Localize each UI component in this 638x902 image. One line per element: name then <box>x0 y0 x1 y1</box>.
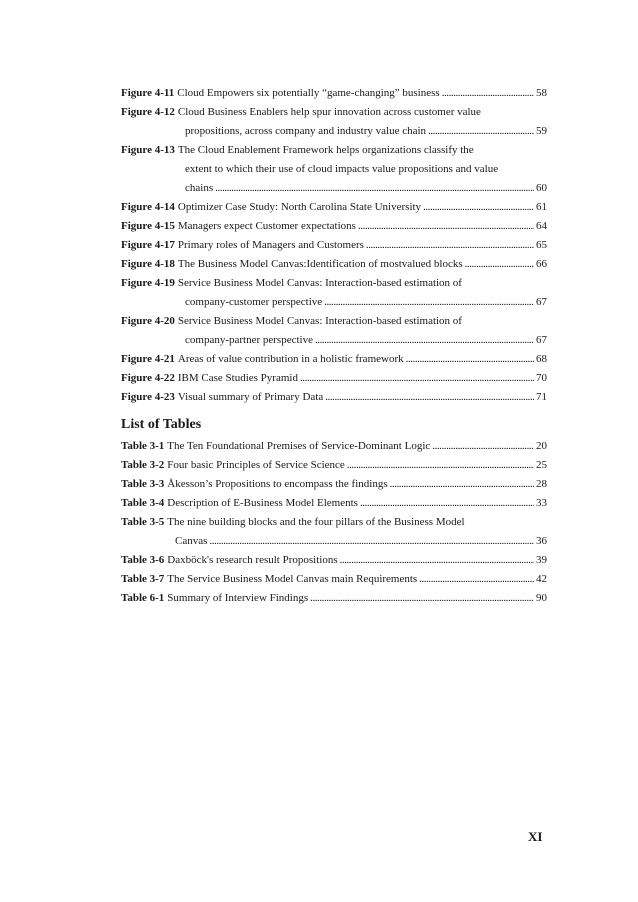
dot-leader <box>310 589 534 608</box>
entry-label: Table 3-7 <box>121 573 165 585</box>
entry-page-number: 20 <box>536 440 547 452</box>
figure-entry[interactable] <box>121 388 547 407</box>
entry-title: Åkesson’s Propositions to encompass the findings <box>167 478 388 490</box>
dot-leader <box>428 122 534 141</box>
table-entry[interactable] <box>121 475 547 494</box>
entry-page-number: 60 <box>536 182 547 194</box>
figure-entry[interactable] <box>121 236 547 255</box>
entry-label: Table 3-6 <box>121 554 165 566</box>
entry-title: Managers expect Customer expectations <box>177 220 356 232</box>
entry-title: The nine building blocks and the four pillars of the Business Model <box>167 516 465 528</box>
entry-page-number: 68 <box>536 353 547 365</box>
entry-label: Figure 4-11 <box>121 87 175 99</box>
entry-label: Table 3-5 <box>121 516 165 528</box>
entry-page-number: 28 <box>536 478 547 490</box>
entry-page-number: 25 <box>536 459 547 471</box>
dot-leader <box>209 532 534 551</box>
entry-title: extent to which their use of cloud impacts value propositions and value <box>185 163 499 175</box>
entry-page-number: 36 <box>536 535 547 547</box>
entry-label: Figure 4-12 <box>121 106 175 118</box>
entry-page-number: 39 <box>536 554 547 566</box>
table-entry[interactable] <box>121 513 547 551</box>
entry-title: The Ten Foundational Premises of Service-Dominant Logic <box>167 440 431 452</box>
table-entry[interactable] <box>121 437 547 456</box>
entry-title: Optimizer Case Study: North Carolina State University <box>177 201 422 213</box>
table-entry[interactable] <box>121 570 547 589</box>
entry-page-number: 33 <box>536 497 547 509</box>
figure-entry[interactable] <box>121 103 547 141</box>
toc-page <box>121 84 547 608</box>
dot-leader <box>325 388 534 407</box>
entry-title: Areas of value contribution in a holistic framework <box>177 353 404 365</box>
dot-leader <box>465 255 534 274</box>
figure-entry[interactable] <box>121 350 547 369</box>
dot-leader <box>300 369 534 388</box>
entry-label: Figure 4-22 <box>121 372 175 384</box>
entry-title: The Service Business Model Canvas main Requirements <box>167 573 418 585</box>
entry-page-number: 90 <box>536 592 547 604</box>
figure-entry[interactable] <box>121 141 547 198</box>
entry-title: chains <box>185 182 214 194</box>
entry-title: Service Business Model Canvas: Interaction-based estimation of <box>177 277 462 289</box>
entry-label: Figure 4-13 <box>121 144 175 156</box>
page-number: XI <box>528 829 543 844</box>
entry-page-number: 64 <box>536 220 547 232</box>
entry-title: Service Business Model Canvas: Interaction-based estimation of <box>177 315 462 327</box>
entry-title: Description of E-Business Model Elements <box>167 497 358 509</box>
dot-leader <box>423 198 534 217</box>
entry-page-number: 71 <box>536 391 547 403</box>
list-of-tables-heading: List of Tables <box>121 417 202 432</box>
dot-leader <box>360 494 534 513</box>
figure-entry[interactable] <box>121 369 547 388</box>
dot-leader <box>358 217 534 236</box>
table-entry[interactable] <box>121 589 547 608</box>
dot-leader <box>432 437 534 456</box>
entry-page-number: 67 <box>536 296 547 308</box>
entry-label: Figure 4-23 <box>121 391 175 403</box>
figure-entry[interactable] <box>121 217 547 236</box>
dot-leader <box>406 350 534 369</box>
dot-leader <box>442 84 534 103</box>
entry-title: The Cloud Enablement Framework helps organizations classify the <box>177 144 474 156</box>
figure-entry[interactable] <box>121 198 547 217</box>
entry-label: Figure 4-17 <box>121 239 175 251</box>
dot-leader <box>315 331 534 350</box>
entry-label: Table 3-2 <box>121 459 165 471</box>
entry-page-number: 67 <box>536 334 547 346</box>
entry-label: Figure 4-19 <box>121 277 175 289</box>
entry-title: Canvas <box>175 535 208 547</box>
entry-label: Table 6-1 <box>121 592 165 604</box>
entry-label: Table 3-4 <box>121 497 165 509</box>
entry-label: Figure 4-21 <box>121 353 175 365</box>
figure-entry[interactable] <box>121 84 547 103</box>
entry-title: IBM Case Studies Pyramid <box>177 372 298 384</box>
entry-page-number: 42 <box>536 573 547 585</box>
entry-title: propositions, across company and industry value chain <box>185 125 427 137</box>
entry-page-number: 58 <box>536 87 547 99</box>
entry-title: Daxböck's research result Propositions <box>167 554 338 566</box>
entry-title: company-partner perspective <box>185 334 313 346</box>
entry-page-number: 70 <box>536 372 547 384</box>
dot-leader <box>347 456 534 475</box>
dot-leader <box>419 570 534 589</box>
entry-title: company-customer perspective <box>185 296 323 308</box>
entry-label: Figure 4-20 <box>121 315 175 327</box>
entry-page-number: 66 <box>536 258 547 270</box>
dot-leader <box>215 179 534 198</box>
entry-label: Figure 4-18 <box>121 258 175 270</box>
entry-label: Table 3-3 <box>121 478 165 490</box>
entry-title: The Business Model Canvas:Identification of mostvalued blocks <box>177 258 463 270</box>
figure-entry[interactable] <box>121 274 547 312</box>
entry-page-number: 59 <box>536 125 547 137</box>
entry-label: Figure 4-15 <box>121 220 175 232</box>
entry-page-number: 61 <box>536 201 547 213</box>
entry-title: Visual summary of Primary Data <box>177 391 324 403</box>
dot-leader <box>340 551 534 570</box>
dot-leader <box>366 236 534 255</box>
entry-page-number: 65 <box>536 239 547 251</box>
entry-label: Table 3-1 <box>121 440 165 452</box>
entry-title: Summary of Interview Findings <box>167 592 309 604</box>
entry-title: Four basic Principles of Service Science <box>167 459 345 471</box>
dot-leader <box>390 475 534 494</box>
table-entry[interactable] <box>121 456 547 475</box>
figure-entry[interactable] <box>121 312 547 350</box>
list-of-tables <box>121 437 547 608</box>
list-of-figures <box>121 84 547 407</box>
dot-leader <box>324 293 534 312</box>
table-entry[interactable] <box>121 551 547 570</box>
entry-title: Primary roles of Managers and Customers <box>177 239 364 251</box>
figure-entry[interactable] <box>121 255 547 274</box>
table-entry[interactable] <box>121 494 547 513</box>
entry-title: Cloud Business Enablers help spur innovation across customer value <box>177 106 481 118</box>
entry-title: Cloud Empowers six potentially “game-changing” business <box>177 87 440 99</box>
entry-label: Figure 4-14 <box>121 201 175 213</box>
